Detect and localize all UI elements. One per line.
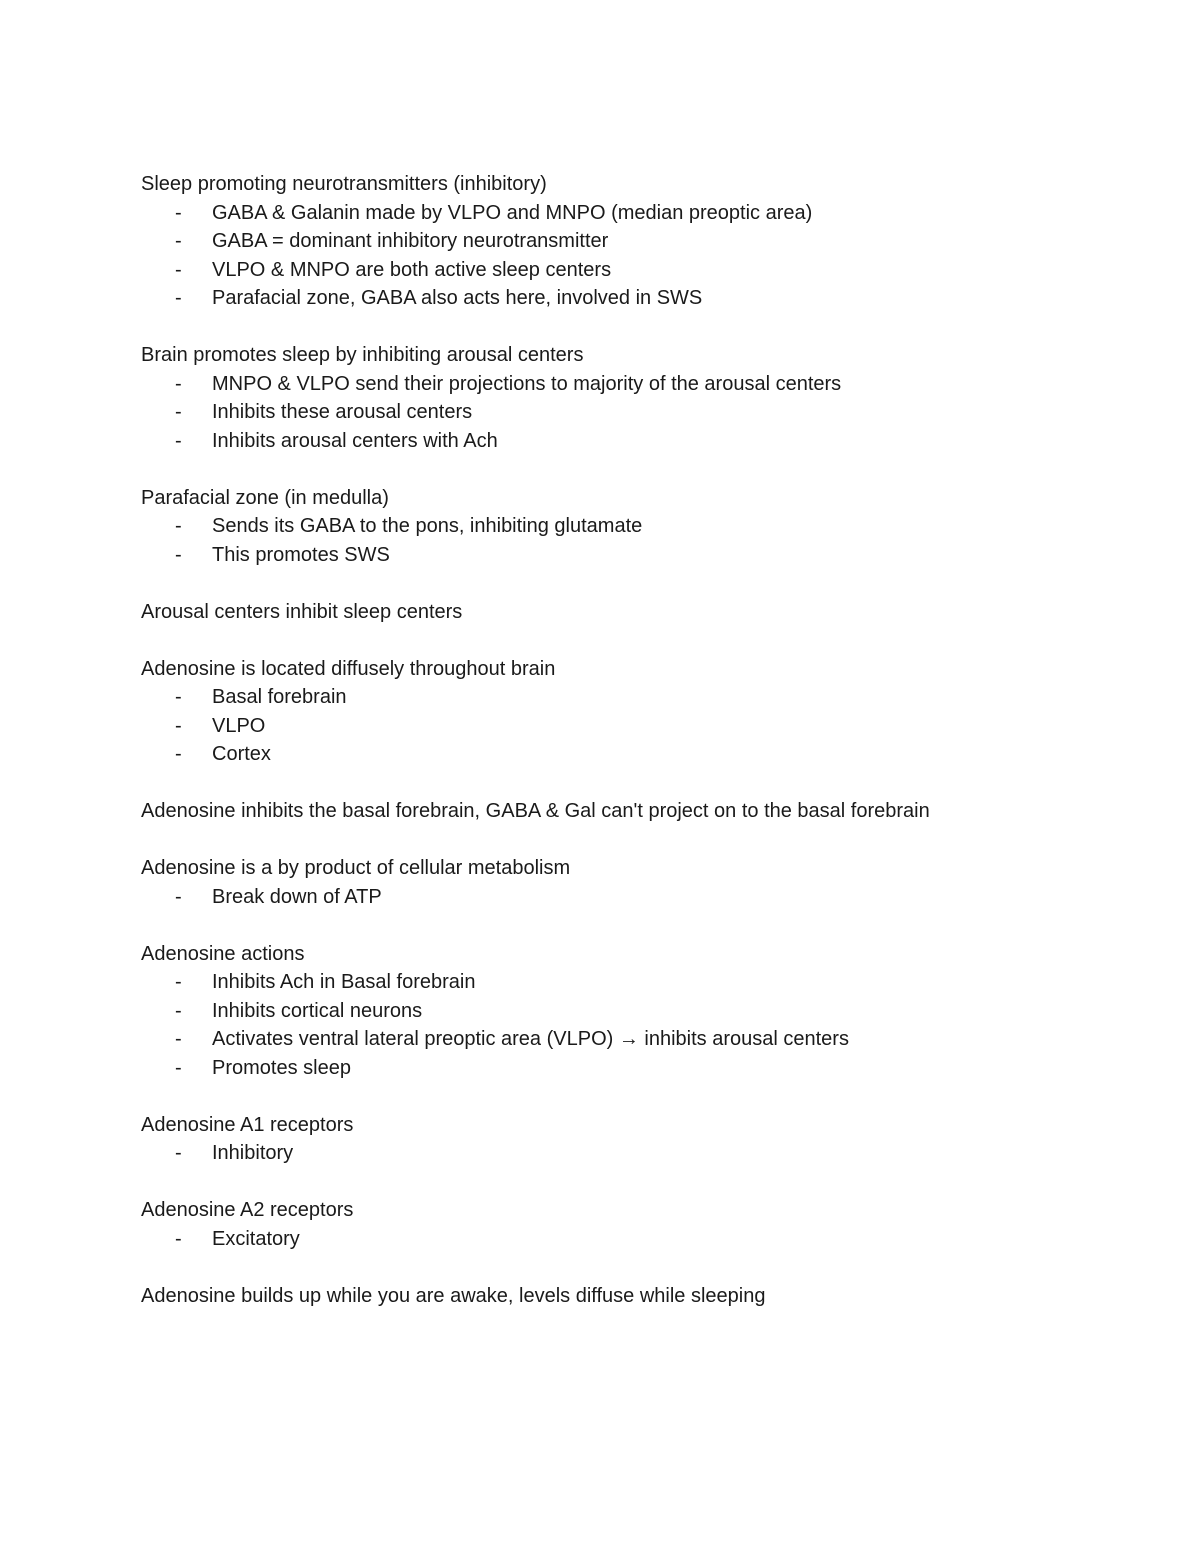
section-heading: Sleep promoting neurotransmitters (inhibitory)	[141, 173, 547, 195]
dash-bullet-marker: -	[175, 714, 182, 737]
bullet-list	[141, 1139, 1101, 1168]
bullet-text: VLPO & MNPO are both active sleep centers	[212, 258, 612, 281]
bullet-item	[141, 712, 1101, 741]
dash-bullet-marker: -	[175, 999, 182, 1022]
bullet-item	[141, 740, 1101, 769]
bullet-text: Activates ventral lateral preoptic area (VLPO) → inhibits arousal centers	[212, 1028, 849, 1050]
note-section	[141, 1282, 1101, 1311]
dash-bullet-marker: -	[175, 1227, 182, 1250]
bullet-item	[141, 1025, 1101, 1054]
bullet-item	[141, 398, 1101, 427]
dash-bullet-marker: -	[175, 372, 182, 395]
section-heading: Adenosine actions	[141, 942, 305, 965]
bullet-text: Promotes sleep	[212, 1056, 351, 1079]
bullet-list	[141, 1225, 1101, 1254]
dash-bullet-marker: -	[175, 230, 182, 252]
bullet-text: Inhibits Ach in Basal forebrain	[212, 971, 476, 993]
section-heading: Adenosine is a by product of cellular metabolism	[141, 857, 571, 879]
note-section	[141, 341, 1101, 455]
note-section	[141, 655, 1101, 769]
note-section	[141, 797, 1101, 826]
bullet-text: This promotes SWS	[212, 543, 390, 566]
bullet-text: Sends its GABA to the pons, inhibiting glutamate	[212, 515, 643, 537]
note-section	[141, 170, 1101, 313]
dash-bullet-marker: -	[175, 686, 182, 708]
bullet-item	[141, 256, 1101, 285]
bullet-item	[141, 370, 1101, 399]
dash-bullet-marker: -	[175, 1028, 182, 1050]
dash-bullet-marker: -	[175, 1142, 182, 1164]
bullet-item	[141, 284, 1101, 313]
section-heading: Adenosine A1 receptors	[141, 1113, 354, 1136]
note-section	[141, 940, 1101, 1083]
bullet-list	[141, 512, 1101, 569]
bullet-item	[141, 997, 1101, 1026]
section-heading: Adenosine is located diffusely throughout brain	[141, 657, 556, 680]
bullet-text: Inhibitory	[212, 1142, 294, 1164]
bullet-item	[141, 683, 1101, 712]
note-section	[141, 598, 1101, 627]
note-section	[141, 854, 1101, 911]
dash-bullet-marker: -	[175, 885, 182, 908]
bullet-text: Inhibits these arousal centers	[212, 401, 473, 423]
bullet-list	[141, 968, 1101, 1082]
section-heading: Brain promotes sleep by inhibiting arousal centers	[141, 344, 584, 366]
bullet-item	[141, 1054, 1101, 1083]
bullet-text: Inhibits arousal centers with Ach	[212, 429, 498, 452]
dash-bullet-marker: -	[175, 429, 182, 452]
bullet-item	[141, 199, 1101, 228]
bullet-text: MNPO & VLPO send their projections to majority of the arousal centers	[212, 372, 842, 395]
bullet-text: Break down of ATP	[212, 885, 382, 908]
bullet-text: Basal forebrain	[212, 686, 347, 708]
bullet-text: GABA & Galanin made by VLPO and MNPO (median preoptic area)	[212, 201, 813, 224]
bullet-item	[141, 227, 1101, 256]
section-heading: Adenosine A2 receptors	[141, 1199, 354, 1221]
bullet-text: VLPO	[212, 714, 266, 737]
dash-bullet-marker: -	[175, 258, 182, 281]
bullet-text: Excitatory	[212, 1227, 300, 1250]
bullet-item	[141, 968, 1101, 997]
bullet-item	[141, 512, 1101, 541]
dash-bullet-marker: -	[175, 743, 182, 765]
bullet-item	[141, 541, 1101, 570]
section-heading: Parafacial zone (in medulla)	[141, 486, 389, 509]
section-heading: Adenosine builds up while you are awake, levels diffuse while sleeping	[141, 1284, 766, 1307]
section-heading: Adenosine inhibits the basal forebrain, GABA & Gal can't project on to the basal forebrain	[141, 800, 930, 822]
bullet-text: Cortex	[212, 743, 271, 765]
bullet-text: GABA = dominant inhibitory neurotransmitter	[212, 230, 609, 252]
dash-bullet-marker: -	[175, 543, 182, 566]
bullet-list	[141, 683, 1101, 769]
note-section	[141, 1196, 1101, 1253]
bullet-list	[141, 199, 1101, 313]
dash-bullet-marker: -	[175, 1056, 182, 1079]
bullet-list	[141, 370, 1101, 456]
note-section	[141, 484, 1101, 570]
bullet-item	[141, 1225, 1101, 1254]
section-heading: Arousal centers inhibit sleep centers	[141, 600, 463, 623]
dash-bullet-marker: -	[175, 971, 182, 993]
bullet-text: Parafacial zone, GABA also acts here, involved in SWS	[212, 287, 703, 309]
bullet-item	[141, 1139, 1101, 1168]
bullet-list	[141, 883, 1101, 912]
bullet-item	[141, 883, 1101, 912]
dash-bullet-marker: -	[175, 515, 182, 537]
bullet-text: Inhibits cortical neurons	[212, 999, 423, 1022]
note-section	[141, 1111, 1101, 1168]
document-body	[141, 170, 1101, 1339]
dash-bullet-marker: -	[175, 401, 182, 423]
dash-bullet-marker: -	[175, 201, 182, 224]
dash-bullet-marker: -	[175, 287, 182, 309]
bullet-item	[141, 427, 1101, 456]
